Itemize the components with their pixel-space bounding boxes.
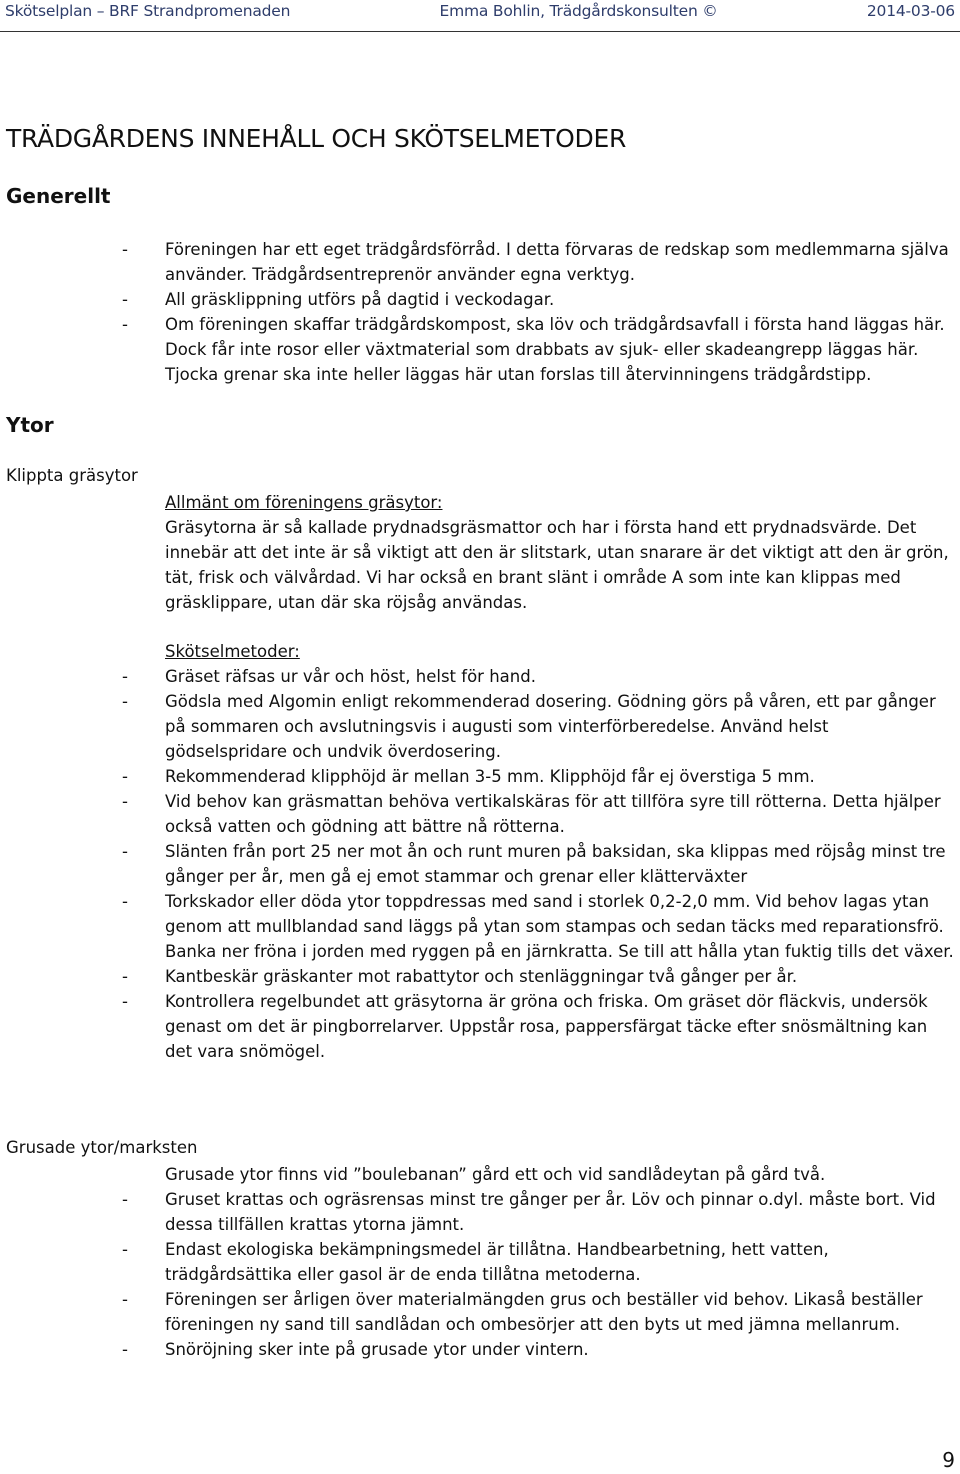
header-divider bbox=[0, 31, 960, 32]
page-number: 9 bbox=[942, 1448, 955, 1472]
list-item: - Slänten från port 25 ner mot ån och runt muren på baksidan, ska klippas med röjsåg minst tre gånger per år, men gå ej emot stammar och grenar eller klätterväxter bbox=[165, 839, 955, 889]
list-item: - Gruset krattas och ogräsrensas minst tre gånger per år. Löv och pinnar o.dyl. måste bort. Vid dessa tillfällen krattas ytorna jämnt. bbox=[165, 1187, 955, 1237]
generellt-list bbox=[165, 237, 955, 387]
section-heading-generellt: Generellt bbox=[6, 184, 111, 208]
klippta-intro bbox=[165, 490, 955, 615]
list-item: - Torkskador eller döda ytor toppdressas med sand i storlek 0,2-2,0 mm. Vid behov lagas ytan genom att mullblandad sand läggs på ytan som stampas och sedan täcks med reparationsfrö. Banka ner fröna i jorden med ryggen på en järnkratta. Se till att hålla ytan fuktig tills det växer. bbox=[165, 889, 955, 964]
list-item: - Snöröjning sker inte på grusade ytor under vintern. bbox=[165, 1337, 955, 1362]
header-author: Emma Bohlin, Trädgårdskonsulten © bbox=[439, 2, 718, 20]
section-heading-ytor: Ytor bbox=[6, 413, 54, 437]
list-item: - Endast ekologiska bekämpningsmedel är tillåtna. Handbearbetning, hett vatten, trädgårdsättika eller gasol är de enda tillåtna metoderna. bbox=[165, 1237, 955, 1287]
subsection-label-klippta: Klippta gräsytor bbox=[6, 466, 138, 485]
list-item: - Gräset räfsas ur vår och höst, helst för hand. bbox=[165, 664, 955, 689]
list-item: - Vid behov kan gräsmattan behöva vertikalskäras för att tillföra syre till rötterna. Detta hjälper också vatten och gödning att bättre nå rötterna. bbox=[165, 789, 955, 839]
list-item: - Föreningen har ett eget trädgårdsförråd. I detta förvaras de redskap som medlemmarna själva använder. Trädgårdsentreprenör använder egna verktyg. bbox=[165, 237, 955, 287]
klippta-methods bbox=[165, 639, 955, 1064]
list-item: - Om föreningen skaffar trädgårdskompost, ska löv och trädgårdsavfall i första hand läggas här. Dock får inte rosor eller växtmaterial som drabbats av sjuk- eller skadeangrepp läggas här. Tjocka grenar ska inte heller läggas här utan forslas till återvinningens trädgårdstipp. bbox=[165, 312, 955, 387]
methods-heading: Skötselmetoder: bbox=[165, 642, 300, 661]
page-title: TRÄDGÅRDENS INNEHÅLL OCH SKÖTSELMETODER bbox=[6, 124, 627, 153]
header-document-title: Skötselplan – BRF Strandpromenaden bbox=[5, 2, 291, 20]
list-item: - Gödsla med Algomin enligt rekommenderad dosering. Gödning görs på våren, ett par gånger på sommaren och avslutningsvis i augusti som vinterförberedelse. Använd helst gödselspridare och undvik överdosering. bbox=[165, 689, 955, 764]
header-date: 2014-03-06 bbox=[866, 2, 955, 20]
intro-paragraph: Gräsytorna är så kallade prydnadsgräsmattor och har i första hand ett prydnadsvärde. Det innebär att det inte är så viktigt att den är slitstark, utan snarare är det viktigt att den är grön, tät, frisk och välvårdad. Vi har också en brant slänt i område A som inte kan klippas med gräsklippare, utan där ska röjsåg användas. bbox=[165, 518, 949, 612]
subsection-label-grusade: Grusade ytor/marksten bbox=[6, 1138, 198, 1157]
grusade-intro: Grusade ytor finns vid ”boulebanan” gård ett och vid sandlådeytan på gård två. bbox=[165, 1165, 826, 1184]
list-item: - Kontrollera regelbundet att gräsytorna är gröna och friska. Om gräset dör fläckvis, undersök genast om det är pingborrelarver. Uppstår rosa, pappersfärgat täcke efter snösmältning kan det vara snömögel. bbox=[165, 989, 955, 1064]
intro-heading: Allmänt om föreningens gräsytor: bbox=[165, 493, 443, 512]
grusade-content bbox=[165, 1162, 955, 1362]
list-item: - Kantbeskär gräskanter mot rabattytor och stenläggningar två gånger per år. bbox=[165, 964, 955, 989]
page-header bbox=[5, 0, 955, 22]
list-item: - All gräsklippning utförs på dagtid i veckodagar. bbox=[165, 287, 955, 312]
list-item: - Rekommenderad klipphöjd är mellan 3-5 mm. Klipphöjd får ej överstiga 5 mm. bbox=[165, 764, 955, 789]
list-item: - Föreningen ser årligen över materialmängden grus och beställer vid behov. Likaså beställer föreningen ny sand till sandlådan och ombesörjer att den byts ut med jämna mellanrum. bbox=[165, 1287, 955, 1337]
